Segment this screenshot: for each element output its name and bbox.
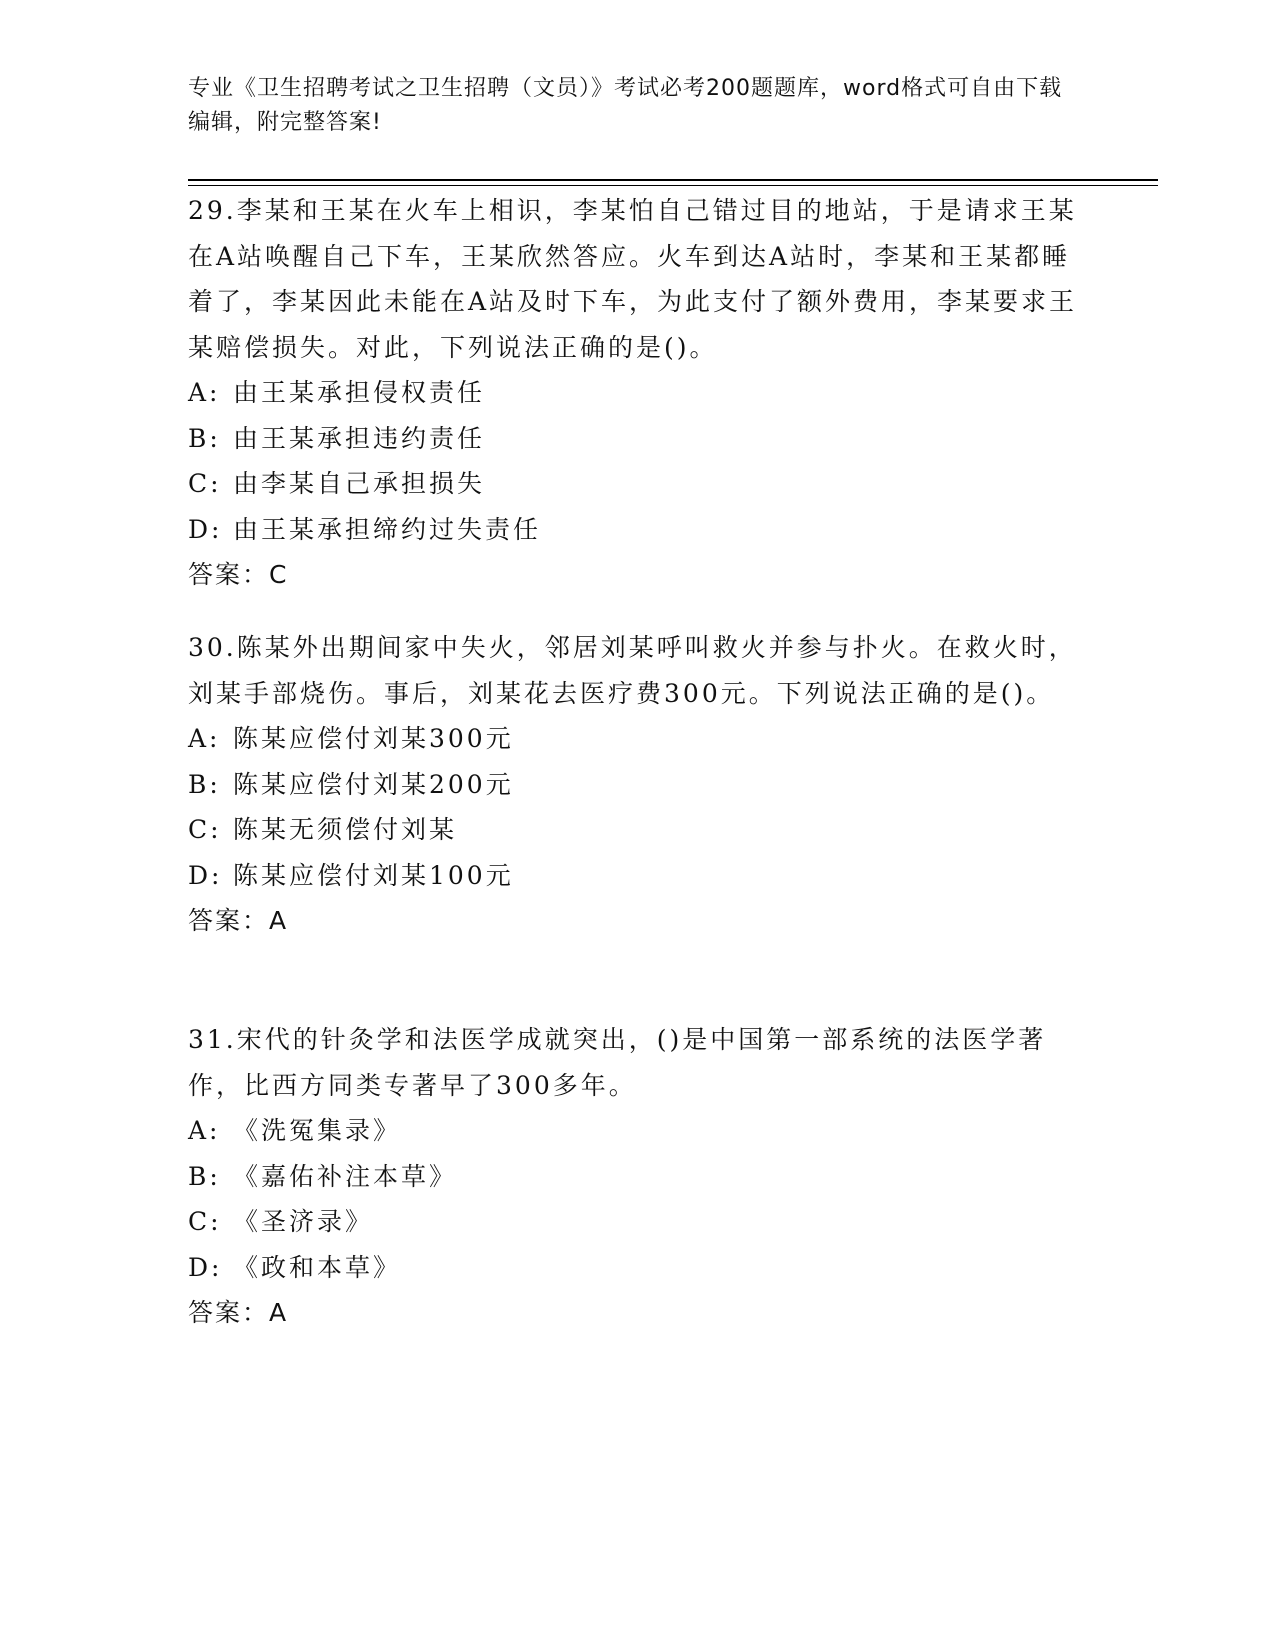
question-30 — [188, 625, 1088, 944]
option-text: 《政和本草》 — [233, 1252, 402, 1282]
option-key: B: — [188, 423, 221, 453]
option-key: B: — [188, 769, 221, 799]
question-29 — [188, 188, 1088, 598]
header-rule-thin — [188, 185, 1158, 186]
option-b — [188, 416, 1088, 462]
option-text: 陈某应偿付刘某100元 — [233, 860, 514, 890]
option-key: C: — [188, 1207, 222, 1236]
option-b — [188, 762, 1088, 808]
option-text: 陈某应偿付刘某200元 — [233, 769, 514, 799]
option-key: D: — [188, 860, 223, 890]
option-text: 由王某承担缔约过失责任 — [233, 514, 542, 544]
option-a — [188, 1108, 1088, 1154]
option-text: 陈某无须偿付刘某 — [233, 815, 458, 844]
question-31 — [188, 1017, 1088, 1336]
option-a — [188, 716, 1088, 762]
question-stem: 31.宋代的针灸学和法医学成就突出，()是中国第一部系统的法医学著作，比西方同类专著早了300多年。 — [188, 1025, 1047, 1100]
option-d — [188, 1245, 1088, 1291]
option-key: D: — [188, 1252, 223, 1282]
option-text: 《圣济录》 — [233, 1207, 374, 1236]
option-key: D: — [188, 514, 223, 544]
header-rule-thick — [188, 179, 1158, 181]
option-text: 由王某承担侵权责任 — [233, 378, 486, 407]
option-d — [188, 507, 1088, 553]
option-c — [188, 1199, 1088, 1245]
answer-line: 答案：A — [188, 906, 289, 935]
option-text: 陈某应偿付刘某300元 — [233, 724, 514, 753]
option-key: A: — [188, 1116, 221, 1145]
option-c — [188, 807, 1088, 853]
option-text: 由王某承担违约责任 — [233, 423, 486, 453]
answer-line: 答案：C — [188, 560, 289, 589]
option-key: A: — [188, 378, 221, 407]
question-stem: 30.陈某外出期间家中失火，邻居刘某呼叫救火并参与扑火。在救火时，刘某手部烧伤。事后，刘某花去医疗费300元。下列说法正确的是()。 — [188, 633, 1077, 708]
option-key: B: — [188, 1161, 221, 1191]
option-text: 《洗冤集录》 — [233, 1116, 402, 1145]
document-intro: 专业《卫生招聘考试之卫生招聘（文员）》考试必考200题题库，word格式可自由下载编辑，附完整答案! — [188, 76, 1063, 135]
option-c — [188, 461, 1088, 507]
option-d — [188, 853, 1088, 899]
option-text: 《嘉佑补注本草》 — [233, 1161, 458, 1191]
option-key: C: — [188, 469, 222, 498]
option-text: 由李某自己承担损失 — [233, 469, 486, 498]
option-a — [188, 370, 1088, 416]
answer-line: 答案：A — [188, 1298, 289, 1327]
option-key: A: — [188, 724, 221, 753]
option-key: C: — [188, 815, 222, 844]
option-b — [188, 1154, 1088, 1200]
question-stem: 29.李某和王某在火车上相识，李某怕自己错过目的地站，于是请求王某在A站唤醒自己下车，王某欣然答应。火车到达A站时，李某和王某都睡着了，李某因此未能在A站及时下车，为此支付了额外费用，李某要求王某赔偿损失。对此，下列说法正确的是()。 — [188, 196, 1078, 362]
